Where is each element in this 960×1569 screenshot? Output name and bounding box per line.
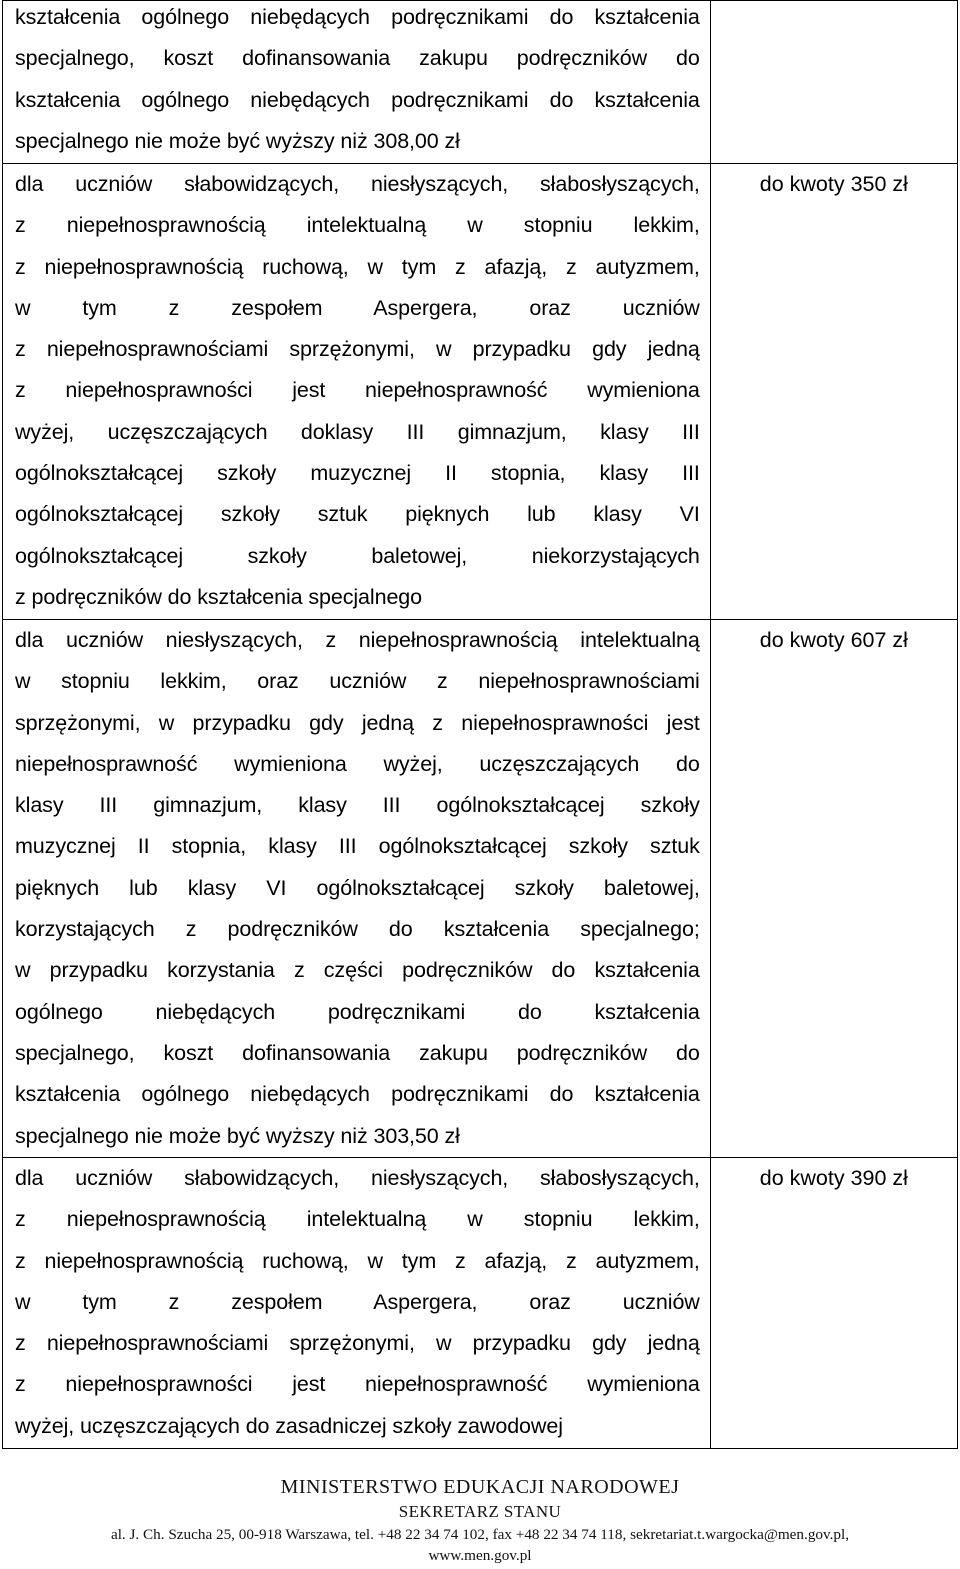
description-cell — [3, 164, 711, 620]
description-line: z niepełnosprawności jest niepełnosprawność wymieniona — [15, 378, 700, 403]
description-line: w przypadku korzystania z części podręczników do kształcenia — [15, 958, 700, 983]
row-description — [3, 1158, 710, 1447]
row-description — [3, 0, 710, 162]
description-line: z niepełnosprawnością intelektualną w stopniu lekkim, — [15, 213, 700, 238]
table-row — [3, 164, 958, 620]
ministry-name: MINISTERSTWO EDUKACJI NARODOWEJ — [280, 1476, 680, 1498]
table-row — [3, 1, 958, 164]
description-line: specjalnego nie może być wyższy niż 303,50 zł — [15, 1123, 460, 1148]
office-title: SEKRETARZ STANU — [398, 1502, 562, 1521]
table-row — [3, 620, 958, 1158]
row-amount: do kwoty 607 zł — [759, 628, 908, 652]
description-line: wyżej, uczęszczających do zasadniczej szkoły zawodowej — [15, 1413, 563, 1438]
description-line: ogólnego niebędących podręcznikami do kształcenia — [15, 999, 700, 1024]
amount-cell — [710, 1158, 957, 1449]
description-line: ogólnokształcącej szkoły muzycznej II stopnia, klasy III — [15, 461, 700, 486]
description-line: w stopniu lekkim, oraz uczniów z niepełnosprawnościami — [15, 669, 700, 694]
description-line: specjalnego, koszt dofinansowania zakupu podręczników do — [15, 46, 700, 71]
description-line: ogólnokształcącej szkoły sztuk pięknych lub klasy VI — [15, 502, 700, 527]
description-line: kształcenia ogólnego niebędących podręcznikami do kształcenia — [15, 1082, 700, 1107]
description-line: kształcenia ogólnego niebędących podręcznikami do kształcenia — [15, 5, 700, 29]
description-line: ogólnokształcącej szkoły baletowej, niekorzystających — [15, 543, 700, 568]
description-line: kształcenia ogólnego niebędących podręcznikami do kształcenia — [15, 87, 700, 112]
description-cell — [3, 620, 711, 1158]
description-line: z podręczników do kształcenia specjalnego — [15, 584, 423, 609]
description-line: w tym z zespołem Aspergera, oraz uczniów — [15, 1289, 700, 1314]
description-line: muzycznej II stopnia, klasy III ogólnokształcącej szkoły sztuk — [15, 834, 700, 859]
description-line: z niepełnosprawnością ruchową, w tym z afazją, z autyzmem, — [15, 254, 700, 279]
description-line: z niepełnosprawnościami sprzężonymi, w przypadku gdy jedną — [15, 337, 700, 362]
row-description — [3, 164, 710, 618]
row-amount: do kwoty 390 zł — [759, 1166, 908, 1190]
description-line: dla uczniów niesłyszących, z niepełnosprawnością intelektualną — [15, 628, 700, 652]
description-cell — [3, 1, 711, 164]
description-line: z niepełnosprawności jest niepełnosprawność wymieniona — [15, 1372, 700, 1397]
description-line: korzystających z podręczników do kształcenia specjalnego; — [15, 917, 700, 942]
description-line: niepełnosprawność wymieniona wyżej, uczęszczających do — [15, 751, 700, 776]
description-line: specjalnego nie może być wyższy niż 308,00 zł — [15, 128, 460, 153]
description-line: sprzężonymi, w przypadku gdy jedną z niepełnosprawności jest — [15, 710, 700, 735]
description-line: dla uczniów słabowidzących, niesłyszących, słabosłyszących, — [15, 172, 700, 196]
description-line: z niepełnosprawnością ruchową, w tym z afazją, z autyzmem, — [15, 1248, 700, 1273]
table-row — [3, 1158, 958, 1449]
description-line: dla uczniów słabowidzących, niesłyszących, słabosłyszących, — [15, 1166, 700, 1190]
description-line: pięknych lub klasy VI ogólnokształcącej szkoły baletowej, — [15, 875, 700, 900]
description-line: w tym z zespołem Aspergera, oraz uczniów — [15, 295, 700, 320]
funding-table — [2, 0, 958, 1449]
amount-cell — [710, 1, 957, 164]
contact-address: al. J. Ch. Szucha 25, 00-918 Warszawa, tel. +48 22 34 74 102, fax +48 22 34 74 118, sekretariat.t.wargocka@men.gov.pl, — [110, 1526, 850, 1543]
description-cell — [3, 1158, 711, 1449]
amount-cell — [710, 620, 957, 1158]
amount-cell — [710, 164, 957, 620]
description-line: wyżej, uczęszczających doklasy III gimnazjum, klasy III — [15, 419, 700, 444]
row-amount: do kwoty 350 zł — [759, 172, 908, 196]
website-link[interactable]: www.men.gov.pl — [428, 1547, 532, 1564]
letterhead-footer — [0, 1472, 960, 1566]
description-line: klasy III gimnazjum, klasy III ogólnokształcącej szkoły — [15, 793, 700, 818]
row-description — [3, 620, 710, 1157]
description-line: specjalnego, koszt dofinansowania zakupu podręczników do — [15, 1040, 700, 1065]
description-line: z niepełnosprawnością intelektualną w stopniu lekkim, — [15, 1207, 700, 1232]
description-line: z niepełnosprawnościami sprzężonymi, w przypadku gdy jedną — [15, 1331, 700, 1356]
